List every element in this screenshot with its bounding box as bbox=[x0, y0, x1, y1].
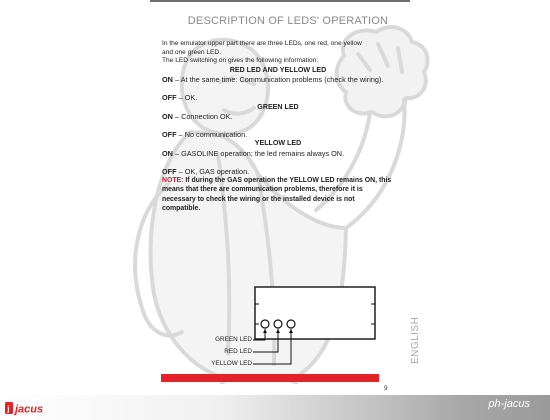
yellow-off-row bbox=[162, 167, 394, 177]
intro-line: The LED switching on gives the following information: bbox=[162, 57, 319, 65]
green-off-row bbox=[162, 130, 394, 140]
red-yellow-on-row bbox=[162, 75, 394, 85]
note-text: If during the GAS operation the YELLOW LED remains ON, this means that there are communication problems, therefore it is necessary to check the wiring or the installed device is not compatible. bbox=[162, 177, 392, 212]
intro-line: In the emulator upper part there are three LEDs, one red, one yellow bbox=[162, 40, 362, 47]
language-side-label: ENGLISH bbox=[410, 316, 421, 364]
on-text: – Connection OK. bbox=[172, 112, 233, 122]
intro-line: and one green LED. bbox=[162, 48, 222, 56]
section-heading-red-yellow: RED LED AND YELLOW LED bbox=[229, 65, 327, 74]
off-text: – OK. bbox=[176, 92, 198, 102]
red-led-circle bbox=[274, 320, 282, 328]
content-column bbox=[162, 40, 394, 213]
top-rule bbox=[150, 0, 410, 2]
on-text: – At the same time: Communication problems (check the wiring). bbox=[172, 75, 384, 85]
off-key: OFF bbox=[162, 166, 177, 176]
green-led-circle bbox=[261, 320, 269, 328]
page-title: DESCRIPTION OF LEDS' OPERATION bbox=[187, 15, 389, 27]
page-number: 9 bbox=[384, 385, 388, 392]
on-key: ON bbox=[162, 148, 173, 158]
jacus-logo-icon bbox=[5, 399, 57, 417]
off-text: – No communication. bbox=[176, 129, 248, 139]
off-key: OFF bbox=[162, 129, 177, 139]
svg-text:j: j bbox=[7, 404, 10, 414]
off-text: – OK, GAS operation. bbox=[176, 166, 250, 176]
red-yellow-off-row bbox=[162, 93, 394, 103]
footer-brand: ph-jacus bbox=[488, 398, 530, 410]
led-label-green: GREEN LED bbox=[215, 336, 252, 343]
on-key: ON bbox=[162, 75, 173, 85]
on-key: ON bbox=[162, 112, 173, 122]
led-label-red: RED LED bbox=[224, 348, 252, 355]
logo-text: jacus bbox=[15, 403, 44, 416]
led-label-yellow: YELLOW LED bbox=[211, 360, 252, 367]
off-key: OFF bbox=[162, 92, 177, 102]
yellow-on-row bbox=[162, 149, 394, 159]
footer-band bbox=[0, 395, 550, 420]
on-text: – GASOLINE operation; the led remains always ON. bbox=[172, 148, 345, 158]
intro-paragraph bbox=[162, 40, 394, 66]
section-heading-green: GREEN LED bbox=[257, 102, 299, 111]
led-diagram bbox=[195, 284, 395, 376]
note-key: NOTE: bbox=[162, 177, 184, 185]
yellow-led-circle bbox=[287, 320, 295, 328]
section-heading-yellow: YELLOW LED bbox=[254, 139, 302, 148]
green-on-row bbox=[162, 112, 394, 122]
red-accent-bar bbox=[161, 374, 379, 382]
note-paragraph bbox=[162, 176, 394, 213]
